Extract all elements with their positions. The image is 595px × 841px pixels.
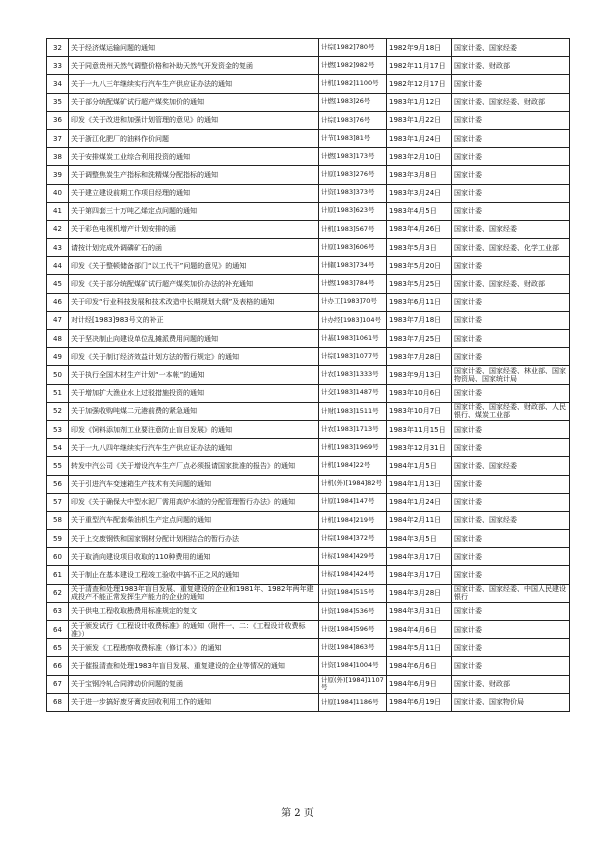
- row-title: 印发《饲料添加剂工业要注意防止盲目发展》的通知: [69, 420, 319, 438]
- row-issuer: 国家计委: [452, 602, 570, 620]
- row-number: 51: [47, 384, 69, 402]
- row-title: 印发《关于整顿储备部门“以工代干”问题的意见》的通知: [69, 257, 319, 275]
- row-doc-number: 计原[1984]1186号: [319, 693, 387, 711]
- table-row: [47, 257, 570, 275]
- row-title: 关于宝钢冷轧合同滞动价问题的复函: [69, 675, 319, 693]
- table-row: [47, 493, 570, 511]
- row-number: 61: [47, 566, 69, 584]
- row-doc-number: 计原[1984]147号: [319, 493, 387, 511]
- table-row: [47, 657, 570, 675]
- row-title: 关于印发“行业科技发展和技术改造中长期规划大纲”及表格的通知: [69, 293, 319, 311]
- row-number: 56: [47, 475, 69, 493]
- row-number: 39: [47, 166, 69, 184]
- row-issuer: 国家计委: [452, 348, 570, 366]
- row-title: 关于取消向建设项目收取的110种费用的通知: [69, 548, 319, 566]
- row-date: 1984年6月6日: [387, 657, 452, 675]
- table-row: [47, 511, 570, 529]
- row-number: 47: [47, 311, 69, 329]
- row-title: 关于供电工程收取勘费用标准规定的复文: [69, 602, 319, 620]
- table-row: [47, 693, 570, 711]
- row-doc-number: 计资[1984]515号: [319, 584, 387, 602]
- row-date: 1983年1月24日: [387, 129, 452, 147]
- row-issuer: 国家计委: [452, 566, 570, 584]
- row-title: 关于同意贵州天然气调整价格和补助天然气开发资金的复函: [69, 57, 319, 75]
- row-title: 关于上交废钢铁和国家钢材分配计划相结合的暂行办法: [69, 530, 319, 548]
- row-number: 50: [47, 366, 69, 384]
- row-title: 关于安排煤炭工业综合利用投资的通知: [69, 148, 319, 166]
- row-date: 1984年1月24日: [387, 493, 452, 511]
- row-issuer: 国家计委: [452, 639, 570, 657]
- table-row: [47, 584, 570, 602]
- table-row: [47, 57, 570, 75]
- row-number: 64: [47, 621, 69, 639]
- row-doc-number: 计办经[1983]104号: [319, 311, 387, 329]
- row-date: 1984年6月19日: [387, 693, 452, 711]
- row-date: 1983年10月6日: [387, 384, 452, 402]
- row-doc-number: 计设[1984]596号: [319, 621, 387, 639]
- row-doc-number: 计资[1984]536号: [319, 602, 387, 620]
- row-doc-number: 计机(外)[1984]82号: [319, 475, 387, 493]
- row-number: 36: [47, 111, 69, 129]
- row-number: 41: [47, 202, 69, 220]
- table-row: [47, 384, 570, 402]
- table-row: [47, 566, 570, 584]
- row-number: 57: [47, 493, 69, 511]
- table-row: [47, 311, 570, 329]
- row-date: 1982年11月17日: [387, 57, 452, 75]
- row-doc-number: 计农[1983]1333号: [319, 366, 387, 384]
- row-title: 关于调整焦炭生产指标和洗精煤分配指标的通知: [69, 166, 319, 184]
- row-title: 关于增加扩大渔业水上过驳措施投资的通知: [69, 384, 319, 402]
- row-doc-number: 计基[1983]1061号: [319, 330, 387, 348]
- row-title: 印发《关于改进和加强计划管理的意见》的通知: [69, 111, 319, 129]
- row-doc-number: 计交[1983]1487号: [319, 384, 387, 402]
- row-issuer: 国家计委、国家经委: [452, 511, 570, 529]
- row-issuer: 国家计委: [452, 548, 570, 566]
- table-row: [47, 275, 570, 293]
- table-row: [47, 239, 570, 257]
- row-doc-number: 计机[1984]219号: [319, 511, 387, 529]
- row-date: 1983年4月26日: [387, 220, 452, 238]
- row-issuer: 国家计委: [452, 257, 570, 275]
- row-date: 1984年3月17日: [387, 548, 452, 566]
- table-row: [47, 166, 570, 184]
- table-row: [47, 475, 570, 493]
- row-number: 40: [47, 184, 69, 202]
- table-body: [47, 39, 570, 712]
- table-row: [47, 330, 570, 348]
- row-title: 关于清查和处理1983年盲目发展、重复建设的企业和1981年、1982年两年建成投产不能正常发挥生产能力的企业的通知: [69, 584, 319, 602]
- row-issuer: 国家计委: [452, 184, 570, 202]
- row-title: 印发《关于部分统配煤矿试行超产煤奖加价办法的补充通知: [69, 275, 319, 293]
- row-doc-number: 计机[1983]1969号: [319, 439, 387, 457]
- row-number: 48: [47, 330, 69, 348]
- row-issuer: 国家计委: [452, 420, 570, 438]
- row-doc-number: 计原[1983]606号: [319, 239, 387, 257]
- table-row: [47, 93, 570, 111]
- row-date: 1983年4月5日: [387, 202, 452, 220]
- table-row: [47, 202, 570, 220]
- row-issuer: 国家计委: [452, 621, 570, 639]
- row-title: 关于重型汽车配套柴油机生产定点问题的通知: [69, 511, 319, 529]
- row-title: 关于一九八四年继续实行汽车生产供应证办法的通知: [69, 439, 319, 457]
- row-title: 关于进一步搞好废牙膏皮回收利用工作的通知: [69, 693, 319, 711]
- row-issuer: 国家计委: [452, 530, 570, 548]
- row-title: 请按计划完成外调磷矿石的函: [69, 239, 319, 257]
- row-date: 1983年7月18日: [387, 311, 452, 329]
- row-title: 关于彩色电视机增产计划安排的函: [69, 220, 319, 238]
- row-issuer: 国家计委: [452, 148, 570, 166]
- row-issuer: 国家计委、国家经委、化学工业部: [452, 239, 570, 257]
- row-date: 1983年10月7日: [387, 402, 452, 420]
- row-date: 1984年6月9日: [387, 675, 452, 693]
- row-date: 1984年5月11日: [387, 639, 452, 657]
- row-doc-number: 计资[1983]373号: [319, 184, 387, 202]
- row-title: 印发《关于制订经济效益计划方法的暂行规定》的通知: [69, 348, 319, 366]
- row-title: 关于催报清查和处理1983年盲目发展、重复建设的企业等情况的通知: [69, 657, 319, 675]
- row-issuer: 国家计委、国家经委: [452, 39, 570, 57]
- row-issuer: 国家计委、国家经委、财政部、人民银行、煤炭工业部: [452, 402, 570, 420]
- row-date: 1983年5月25日: [387, 275, 452, 293]
- row-date: 1984年3月31日: [387, 602, 452, 620]
- row-date: 1983年7月25日: [387, 330, 452, 348]
- row-number: 38: [47, 148, 69, 166]
- row-number: 37: [47, 129, 69, 147]
- row-issuer: 国家计委: [452, 111, 570, 129]
- row-issuer: 国家计委、国家经委、财政部: [452, 93, 570, 111]
- table-row: [47, 402, 570, 420]
- row-date: 1983年7月28日: [387, 348, 452, 366]
- row-number: 43: [47, 239, 69, 257]
- table-row: [47, 602, 570, 620]
- row-number: 55: [47, 457, 69, 475]
- row-number: 63: [47, 602, 69, 620]
- table-row: [47, 530, 570, 548]
- row-issuer: 国家计委: [452, 311, 570, 329]
- row-title: 关于颁发试行《工程设计收费标准》的通知（附件一、二：《工程设计收费标准》）: [69, 621, 319, 639]
- table-row: [47, 39, 570, 57]
- row-issuer: 国家计委: [452, 330, 570, 348]
- row-issuer: 国家计委: [452, 657, 570, 675]
- row-date: 1983年12月31日: [387, 439, 452, 457]
- row-issuer: 国家计委、国家物价局: [452, 693, 570, 711]
- row-issuer: 国家计委: [452, 129, 570, 147]
- table-row: [47, 457, 570, 475]
- row-date: 1982年12月17日: [387, 75, 452, 93]
- table-row: [47, 675, 570, 693]
- row-number: 34: [47, 75, 69, 93]
- row-number: 44: [47, 257, 69, 275]
- row-doc-number: 计资[1984]1004号: [319, 657, 387, 675]
- row-doc-number: 计设[1984]863号: [319, 639, 387, 657]
- row-title: 关于第四套三十万吨乙烯定点问题的通知: [69, 202, 319, 220]
- row-date: 1983年6月11日: [387, 293, 452, 311]
- table-row: [47, 220, 570, 238]
- row-issuer: 国家计委: [452, 439, 570, 457]
- table-row: [47, 621, 570, 639]
- row-doc-number: 计综[1983]76号: [319, 111, 387, 129]
- row-number: 68: [47, 693, 69, 711]
- row-title: 关于经济煤运输问题的通知: [69, 39, 319, 57]
- row-title: 转发中汽公司《关于增设汽车生产厂点必须报请国家批准的报告》的通知: [69, 457, 319, 475]
- table-row: [47, 439, 570, 457]
- row-doc-number: 计储[1983]734号: [319, 257, 387, 275]
- row-doc-number: 计标[1984]429号: [319, 548, 387, 566]
- row-doc-number: 计机[1983]567号: [319, 220, 387, 238]
- table-row: [47, 111, 570, 129]
- table-row: [47, 75, 570, 93]
- row-issuer: 国家计委: [452, 493, 570, 511]
- row-date: 1984年2月11日: [387, 511, 452, 529]
- row-date: 1983年1月22日: [387, 111, 452, 129]
- row-issuer: 国家计委、财政部: [452, 675, 570, 693]
- row-issuer: 国家计委: [452, 166, 570, 184]
- row-date: 1984年3月17日: [387, 566, 452, 584]
- row-issuer: 国家计委: [452, 475, 570, 493]
- row-issuer: 国家计委、国家经委、中国人民建设银行: [452, 584, 570, 602]
- row-date: 1983年9月13日: [387, 366, 452, 384]
- row-doc-number: 计原(外)[1984]1107号: [319, 675, 387, 693]
- row-date: 1983年1月12日: [387, 93, 452, 111]
- row-doc-number: 计办工[1983]70号: [319, 293, 387, 311]
- row-number: 59: [47, 530, 69, 548]
- row-date: 1983年5月20日: [387, 257, 452, 275]
- row-doc-number: 计燃[1982]982号: [319, 57, 387, 75]
- document-table: [46, 38, 570, 712]
- table-row: [47, 184, 570, 202]
- page-footer: 第 2 页: [281, 808, 314, 819]
- row-number: 52: [47, 402, 69, 420]
- row-number: 49: [47, 348, 69, 366]
- row-number: 45: [47, 275, 69, 293]
- row-doc-number: 计综[1982]780号: [319, 39, 387, 57]
- row-doc-number: 计综[1984]372号: [319, 530, 387, 548]
- table-row: [47, 366, 570, 384]
- row-date: 1983年3月8日: [387, 166, 452, 184]
- row-doc-number: 计综[1983]1077号: [319, 348, 387, 366]
- row-title: 关于加强收购吨煤二元港前费的紧急通知: [69, 402, 319, 420]
- row-title: 关于引进汽车变速箱生产技术有关问题的通知: [69, 475, 319, 493]
- row-doc-number: 计燃[1983]173号: [319, 148, 387, 166]
- row-doc-number: 计燃[1983]26号: [319, 93, 387, 111]
- row-doc-number: 计节[1983]81号: [319, 129, 387, 147]
- row-doc-number: 计燃[1983]784号: [319, 275, 387, 293]
- row-number: 42: [47, 220, 69, 238]
- row-title: 关于建立建设前期工作项目经理的通知: [69, 184, 319, 202]
- row-title: 关于一九八三年继续实行汽车生产供应证办法的通知: [69, 75, 319, 93]
- row-number: 62: [47, 584, 69, 602]
- row-title: 印发《关于确保大中型水泥厂需用高炉水渣的分配管理暂行办法》的通知: [69, 493, 319, 511]
- row-date: 1983年11月15日: [387, 420, 452, 438]
- table-row: [47, 129, 570, 147]
- row-number: 35: [47, 93, 69, 111]
- row-title: 对计经[1983]983号文的补正: [69, 311, 319, 329]
- row-number: 58: [47, 511, 69, 529]
- row-doc-number: 计机[1982]1100号: [319, 75, 387, 93]
- table-row: [47, 148, 570, 166]
- row-date: 1983年2月10日: [387, 148, 452, 166]
- table-row: [47, 639, 570, 657]
- row-issuer: 国家计委、国家经委: [452, 220, 570, 238]
- row-issuer: 国家计委、国家经委、财政部: [452, 275, 570, 293]
- row-number: 33: [47, 57, 69, 75]
- row-number: 60: [47, 548, 69, 566]
- row-doc-number: 计机[1984]22号: [319, 457, 387, 475]
- row-issuer: 国家计委、财政部: [452, 57, 570, 75]
- row-doc-number: 计农[1983]1713号: [319, 420, 387, 438]
- row-date: 1984年1月13日: [387, 475, 452, 493]
- row-issuer: 国家计委、国家经委、林业部、国家物资局、国家统计局: [452, 366, 570, 384]
- row-title: 关于执行全国木材生产计划“一本帐”的通知: [69, 366, 319, 384]
- row-number: 65: [47, 639, 69, 657]
- row-issuer: 国家计委: [452, 384, 570, 402]
- row-title: 关于颁发《工程勘察收费标准（修订本）》的通知: [69, 639, 319, 657]
- table-row: [47, 348, 570, 366]
- row-doc-number: 计原[1983]276号: [319, 166, 387, 184]
- row-date: 1984年3月5日: [387, 530, 452, 548]
- row-title: 关于制止在基本建设工程竣工验收中搞不正之风的通知: [69, 566, 319, 584]
- row-number: 66: [47, 657, 69, 675]
- row-doc-number: 计财[1983]1511号: [319, 402, 387, 420]
- row-date: 1984年3月28日: [387, 584, 452, 602]
- row-doc-number: 计标[1984]424号: [319, 566, 387, 584]
- row-title: 关于坚决制止向建设单位乱摊派费用问题的通知: [69, 330, 319, 348]
- row-number: 46: [47, 293, 69, 311]
- row-issuer: 国家计委、国家经委: [452, 457, 570, 475]
- row-number: 54: [47, 439, 69, 457]
- row-issuer: 国家计委: [452, 293, 570, 311]
- row-number: 32: [47, 39, 69, 57]
- row-issuer: 国家计委: [452, 202, 570, 220]
- row-title: 关于部分统配煤矿试行超产煤奖加价的通知: [69, 93, 319, 111]
- table-row: [47, 420, 570, 438]
- row-date: 1984年1月5日: [387, 457, 452, 475]
- row-date: 1983年3月24日: [387, 184, 452, 202]
- row-date: 1983年5月3日: [387, 239, 452, 257]
- row-number: 67: [47, 675, 69, 693]
- table-row: [47, 548, 570, 566]
- table-row: [47, 293, 570, 311]
- row-issuer: 国家计委: [452, 75, 570, 93]
- row-number: 53: [47, 420, 69, 438]
- row-title: 关于浙江化肥厂的油料作价问题: [69, 129, 319, 147]
- row-date: 1984年4月6日: [387, 621, 452, 639]
- row-doc-number: 计原[1983]623号: [319, 202, 387, 220]
- row-date: 1982年9月18日: [387, 39, 452, 57]
